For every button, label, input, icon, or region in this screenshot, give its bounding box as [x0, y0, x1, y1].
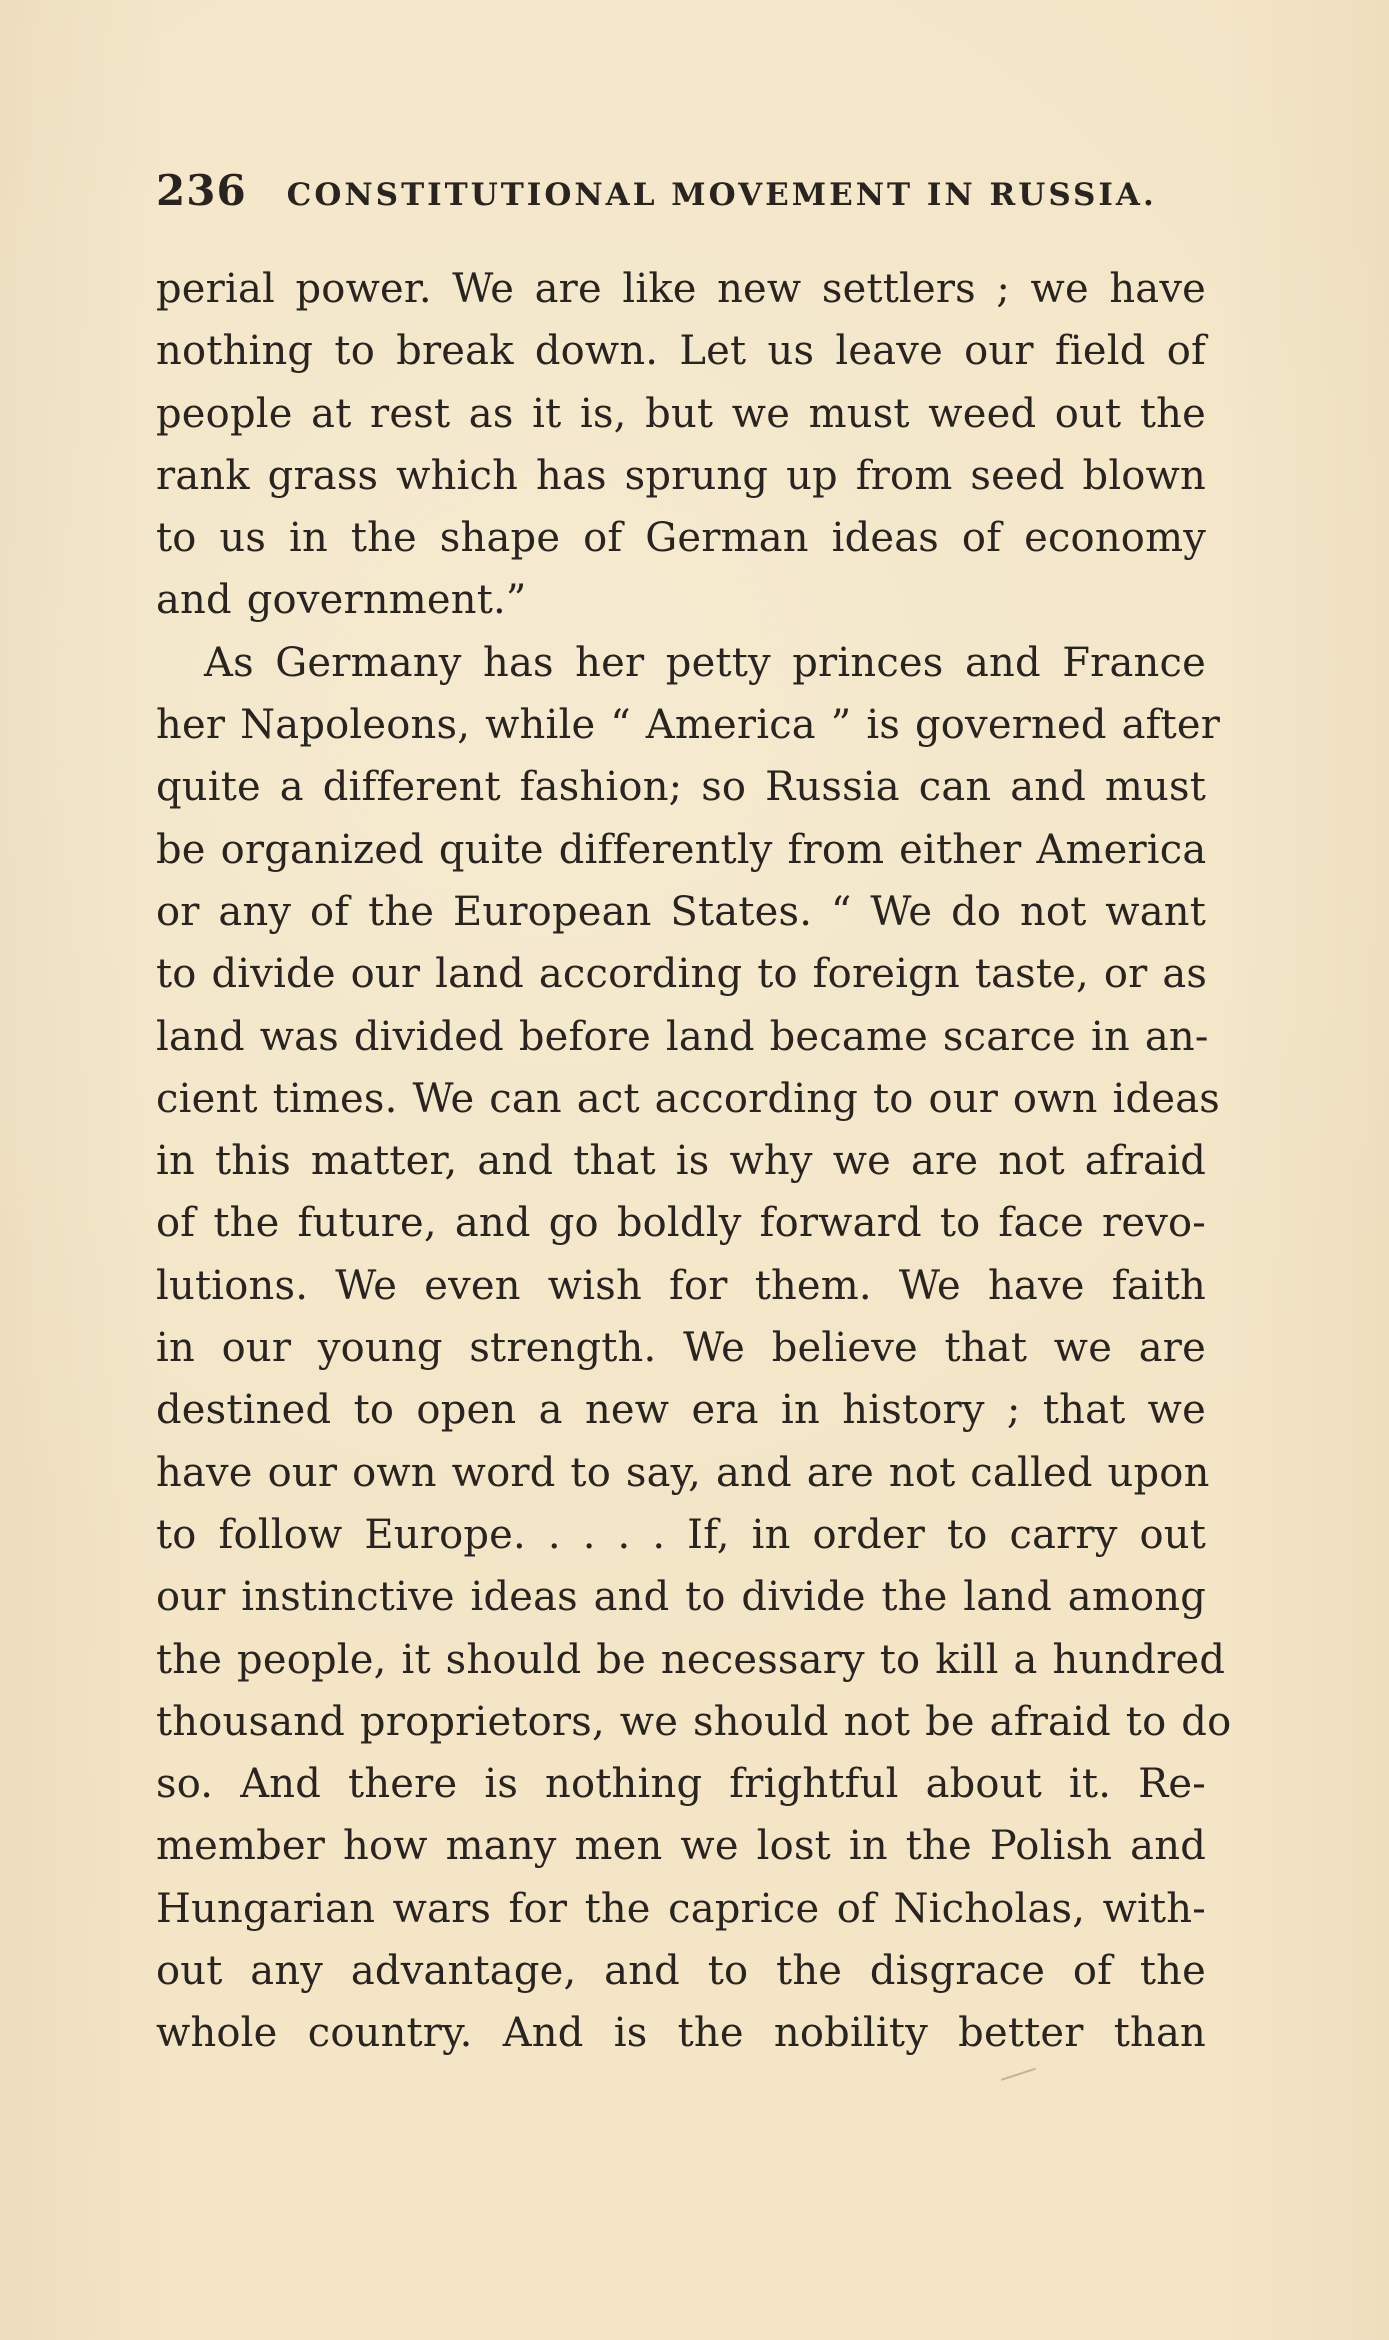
text-line: lutions. We even wish for them. We have faith	[156, 1262, 1206, 1309]
text-line: or any of the European States. “ We do not want	[156, 888, 1206, 935]
text-line: quite a different fashion; so Russia can and must	[156, 764, 1206, 811]
text-line: out any advantage, and to the disgrace of the	[156, 1948, 1206, 1995]
text-line: to divide our land according to foreign taste, or as	[156, 951, 1208, 998]
text-line: perial power. We are like new settlers ; we have	[156, 266, 1206, 312]
text-line: have our own word to say, and are not called upon	[156, 1449, 1210, 1496]
paper-mark	[1001, 2068, 1039, 2091]
text-line: to follow Europe. . . . . If, in order to carry out	[156, 1511, 1206, 1558]
text-line: of the future, and go boldly forward to face revo-	[156, 1200, 1206, 1247]
text-line: in this matter, and that is why we are not afraid	[156, 1138, 1206, 1185]
text-line: to us in the shape of German ideas of economy	[156, 515, 1206, 562]
text-line: thousand proprietors, we should not be afraid to do	[156, 1698, 1232, 1745]
text-line: her Napoleons, while “ America ” is governed after	[156, 702, 1221, 749]
page-number: 236	[156, 166, 247, 215]
text-line: be organized quite differently from either America	[156, 826, 1207, 873]
text-line: land was divided before land became scarce in an-	[156, 1013, 1209, 1060]
text-line: As Germany has her petty princes and France	[204, 639, 1206, 686]
page-header	[156, 166, 1236, 216]
text-line: the people, it should be necessary to kill a hundred	[156, 1636, 1226, 1683]
text-line: nothing to break down. Let us leave our field of	[156, 328, 1206, 375]
text-line: so. And there is nothing frightful about it. Re-	[156, 1761, 1206, 1808]
text-line: rank grass which has sprung up from seed blown	[156, 452, 1206, 499]
text-line: destined to open a new era in history ; that we	[156, 1387, 1206, 1434]
text-line: member how many men we lost in the Polish and	[156, 1823, 1206, 1870]
text-line: our instinctive ideas and to divide the land among	[156, 1574, 1206, 1621]
text-line: cient times. We can act according to our own ideas	[156, 1075, 1220, 1122]
text-line: in our young strength. We believe that we are	[156, 1325, 1206, 1372]
text-line: Hungarian wars for the caprice of Nicholas, with-	[156, 1885, 1206, 1932]
text-line: whole country. And is the nobility better than	[156, 2010, 1206, 2057]
running-head: CONSTITUTIONAL MOVEMENT IN RUSSIA.	[286, 177, 1157, 213]
text-line: people at rest as it is, but we must weed out the	[156, 390, 1206, 437]
text-line: and government.”	[156, 577, 527, 624]
body-text	[156, 258, 1232, 2065]
